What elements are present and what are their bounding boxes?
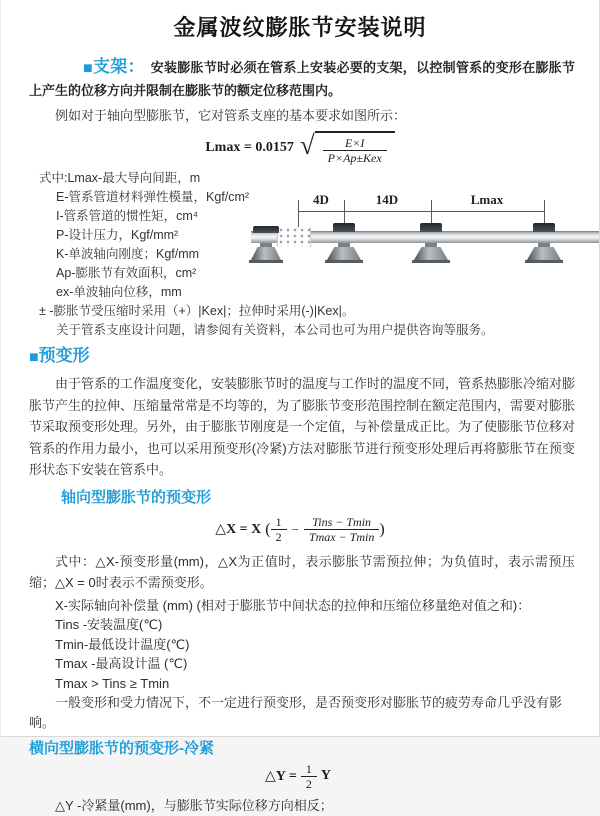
parameter-line: Tmax > Tins ≥ Tmin [55, 675, 170, 691]
lateral-formula-rhs: Y [320, 768, 331, 783]
dimension-line [298, 211, 544, 212]
definition-item: K-单波轴向刚度；Kgf/mm [56, 247, 200, 261]
section-square-icon: ■ [83, 60, 93, 77]
lateral-preform-heading: 横向型膨胀节的预变形-冷紧 [29, 740, 214, 757]
preform-section-heading [29, 345, 599, 368]
support-intro-text: 安装膨胀节时必须在管系上安装必要的支架，以控制管系的变形在膨胀节上产生的位移方向并限制在膨胀节的额定位移范围内。 [29, 60, 575, 98]
support-intro-paragraph [29, 56, 575, 102]
temperature-fraction: $\frac{\text{Tins − Tmin}}{Tmax - Tmin}$ [304, 515, 379, 544]
definition-item: 式中:Lmax-最大导向间距，m [39, 171, 201, 185]
one-half-fraction: $\frac{1}{2}$ [271, 515, 287, 544]
definition-item: Ap-膨胀节有效面积，cm² [56, 266, 197, 280]
axial-preform-heading: 轴向型膨胀节的预变形 [61, 488, 212, 506]
parameter-line: Tmax -最高设计温 (℃) [55, 656, 188, 671]
pipe-guide-support [412, 223, 450, 265]
axial-formula-lhs: △X = X [215, 522, 262, 537]
parameter-line: X-实际轴向补偿量 (mm) (相对于膨胀节中间状态的拉伸和压缩位移量绝对值之和)： [55, 597, 531, 613]
lateral-formula-lhs: △Y = [265, 768, 297, 784]
pipe-guide-support [525, 223, 563, 265]
definition-item: 关于管系支座设计问题，请参阅有关资料，本公司也可为用户提供咨询等服务。 [56, 323, 494, 337]
preform-body-paragraph: 由于管系的工作温度变化，安装膨胀节时的温度与工作时的温度不同，管系热膨胀冷缩对膨胀节产生的拉伸、压缩量常常是不均等的，为了膨胀节变形范围控制在额定范围内，需要对膨胀节采取预变形处理。另外，由于膨胀节刚度是一个定值，与补偿量成正比。为了使膨胀节位移对管系的作用力最小，也可以采用预变形(冷紧)方法对膨胀节进行预变形处理后再将膨胀节在预变形状态下安装在管系中。 [29, 376, 576, 477]
dim-label-lmax: Lmax [470, 192, 504, 207]
definition-item: ± -膨胀节受压缩时采用（+）|Kex|；拉伸时采用(-)|Kex|。 [39, 304, 355, 318]
lmax-formula [1, 131, 599, 165]
dim-label-14d: 14D [375, 192, 399, 207]
parameter-line: Tins -安装温度(℃) [55, 617, 163, 632]
section-square-icon: ■ [29, 349, 39, 366]
definition-item: P-设计压力，Kgf/mm² [56, 228, 179, 242]
pipe-anchor [247, 223, 285, 265]
support-example-line: 例如对于轴向型膨胀节，它对管系支座的基本要求如图所示： [55, 108, 407, 123]
preform-section-label: 预变形 [38, 346, 90, 365]
definition-item: E-管系管道材料弹性模量，Kgf/cm² [56, 190, 250, 204]
definition-item: I-管系管道的惯性矩，cm⁴ [56, 209, 199, 223]
lateral-preform-formula [1, 763, 599, 789]
axial-preform-formula [1, 515, 599, 545]
one-half-fraction: $\frac{1}{2}$ [301, 762, 317, 791]
axial-parameter-lines [29, 596, 575, 733]
lmax-fraction-denominator: P×Ap±Kex [323, 150, 387, 165]
parameter-line: Tmin-最低设计温度(℃) [55, 636, 190, 652]
dim-label-4d: 4D [313, 192, 329, 207]
open-paren: ( [265, 520, 271, 538]
sqrt-sign: √ [299, 130, 315, 160]
lmax-fraction [323, 136, 387, 165]
lmax-formula-lhs: Lmax = 0.0157 [205, 140, 294, 155]
axial-formula-explanation: 式中：△X-预变形量(mm)，△X为正值时，表示膨胀节需预拉伸；为负值时，表示需预压缩；△X = 0时表示不需预变形。 [29, 553, 575, 590]
pipe-guide-support [325, 223, 363, 265]
support-spacing-diagram [251, 190, 599, 270]
lateral-formula-note: △Y -冷紧量(mm)，与膨胀节实际位移方向相反； [55, 798, 333, 813]
page-title: 金属波纹膨胀节安装说明 [173, 15, 427, 40]
sqrt-radical [300, 131, 395, 165]
support-section-label: 支架： [92, 57, 145, 76]
minus-operator: − [291, 521, 299, 537]
close-paren: ) [379, 520, 385, 538]
definition-item: ex-单波轴向位移，mm [56, 285, 182, 299]
parameter-line: 一般变形和受力情况下，不一定进行预变形，是否预变形对膨胀节的疲劳寿命几乎没有影响。 [29, 695, 563, 730]
lmax-fraction-numerator: E×I [344, 136, 365, 150]
